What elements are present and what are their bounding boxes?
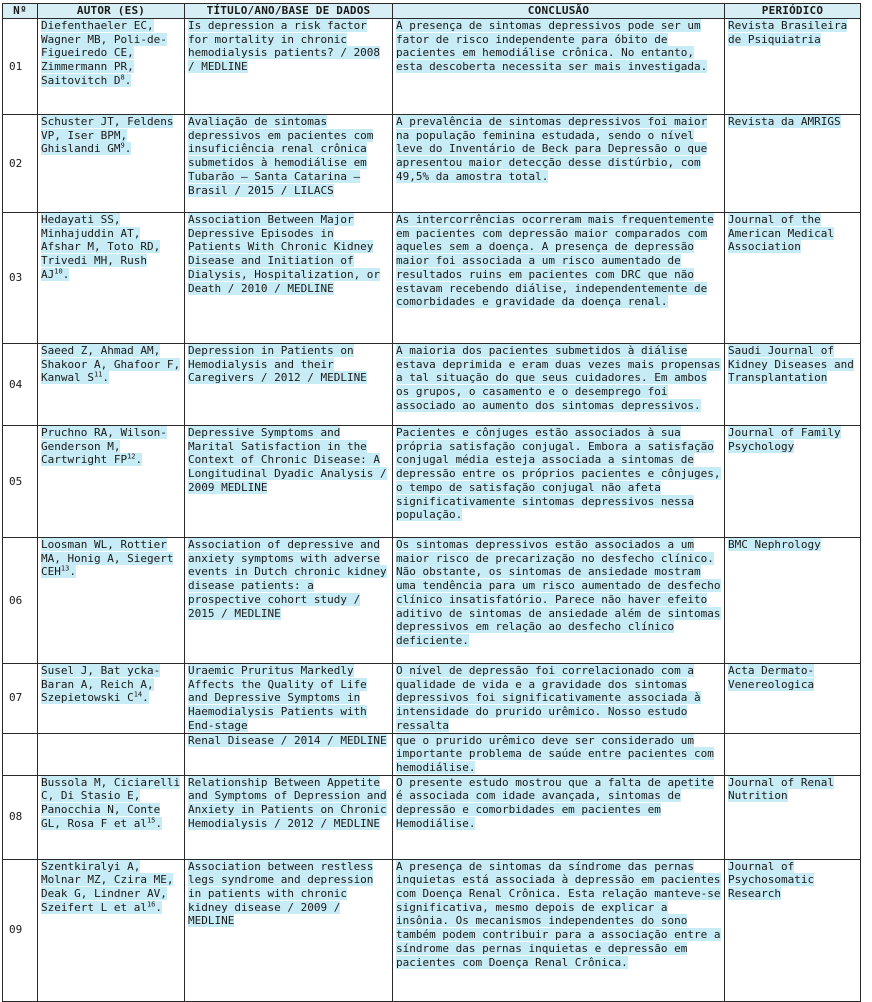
- cell-num-text: 07: [9, 691, 23, 705]
- cell-journal: [725, 859, 861, 1001]
- cell-title: [185, 859, 393, 1001]
- cell-author: [38, 775, 185, 859]
- reference-number: 14: [133, 690, 143, 699]
- cell-conclusion: [393, 733, 725, 775]
- header-journal: PERIÓDICO: [725, 4, 861, 19]
- cell-author-text: Hedayati SS, Minhajuddin AT, Afshar M, Toto RD, Trivedi MH, Rush AJ$^{10}$.: [41, 213, 161, 281]
- cell-conclusion: [393, 538, 725, 664]
- cell-author-text: Pruchno RA, Wilson-Genderson M, Cartwright FP$^{12}$.: [41, 426, 167, 467]
- cell-author: [38, 664, 185, 734]
- cell-num: [3, 344, 38, 426]
- cell-author-text: Diefenthaeler EC, Wagner MB, Poli-de-Figueiredo CE, Zimmermann PR, Saitovitch $D^8$.: [41, 19, 167, 87]
- cell-num-text: 05: [9, 474, 23, 488]
- table-row: [3, 213, 861, 344]
- cell-num-text: 03: [9, 271, 23, 285]
- cell-title-text: Renal Disease / 2014 / MEDLINE: [188, 733, 387, 747]
- cell-num: [3, 664, 38, 734]
- cell-conclusion-text: A presença de sintomas da síndrome das pernas inquietas está associada à depressão em pacientes com Doença Renal Crônica. Esta relação manteve-se significativa, mesmo depois de explicar a insônia. Os mecanismos independentes do sono também podem contribuir para a associação entre a síndrome das pernas inquietas e depressão em pacientes com Doença Renal Crônica.: [396, 859, 721, 969]
- cell-journal: [725, 664, 861, 734]
- reference-number: 11: [93, 370, 103, 379]
- cell-title: [185, 19, 393, 115]
- cell-journal: [725, 19, 861, 115]
- cell-conclusion-text: Pacientes e cônjuges estão associados à sua própria satisfação conjugal. Embora a satisfação conjugal média esteja associada a sintomas de depressão entre os próprios pacientes e cônjuges, o tempo de satisfação conjugal não afeta significativamente sintomas depressivos nessa população.: [396, 426, 721, 522]
- cell-journal-text: Journal of the American Medical Association: [728, 213, 834, 254]
- cell-conclusion: [393, 115, 725, 213]
- cell-journal: [725, 344, 861, 426]
- cell-author: [38, 19, 185, 115]
- cell-title: [185, 426, 393, 538]
- cell-author-text: Susel J, Bat ycka-Baran A, Reich A, Szepietowski $C^{14}$.: [41, 664, 161, 705]
- cell-conclusion-text: que o prurido urêmico deve ser considerado um importante problema de saúde entre pacientes com hemodiálise.: [396, 733, 714, 774]
- cell-conclusion: [393, 859, 725, 1001]
- cell-author: [38, 213, 185, 344]
- cell-conclusion: [393, 344, 725, 426]
- cell-author: [38, 344, 185, 426]
- table-row: [3, 538, 861, 664]
- reference-number: 15: [146, 816, 156, 825]
- reference-number: 13: [60, 564, 70, 573]
- reference-number: 10: [54, 267, 63, 276]
- cell-num-text: 01: [9, 59, 23, 73]
- cell-conclusion-text: A presença de sintomas depressivos pode ser um fator de risco independente para óbito de pacientes em hemodiálise crônica. No entanto, esta descoberta necessita ser mais investigada.: [396, 19, 708, 74]
- cell-author: [38, 426, 185, 538]
- table-row: [3, 115, 861, 213]
- cell-title: [185, 344, 393, 426]
- cell-conclusion-text: O nível de depressão foi correlacionado com a qualidade de vida e a gravidade dos sintomas depressivos foi significativamente associada à intensidade do prurido urêmico. Nosso estudo ressalta: [396, 664, 701, 732]
- cell-conclusion-text: O presente estudo mostrou que a falta de apetite é associada com idade avançada, sintomas de depressão e comorbidades em pacientes em Hemodiálise.: [396, 775, 714, 830]
- cell-num-text: 02: [9, 156, 23, 170]
- cell-num-text: 04: [9, 377, 23, 391]
- cell-num: [3, 115, 38, 213]
- cell-num-text: 08: [9, 810, 23, 824]
- cell-journal-text: Revista Brasileira de Psiquiatria: [728, 19, 848, 46]
- cell-num: [3, 733, 38, 775]
- cell-journal-text: Revista da AMRIGS: [728, 115, 841, 128]
- cell-journal: [725, 775, 861, 859]
- table-row: [3, 426, 861, 538]
- cell-conclusion-text: A prevalência de sintomas depressivos foi maior na população feminina estudada, sendo o nível leve do Inventário de Beck para Depressão o que apresentou maior detecção desse distúrbio, com 49,5% da amostra total.: [396, 115, 708, 183]
- studies-table: [2, 3, 861, 1002]
- cell-title-text: Relationship Between Appetite and Symptoms of Depression and Anxiety in Patients on Chronic Hemodialysis / 2012 / MEDLINE: [188, 775, 387, 830]
- cell-title: [185, 213, 393, 344]
- header-title: TÍTULO/ANO/BASE DE DADOS: [185, 4, 393, 19]
- cell-author-text: Bussola M, Ciciarelli C, Di Stasio E, Panocchia N, Conte GL, Rosa F et $al^{15}$.: [41, 775, 181, 830]
- cell-title: [185, 775, 393, 859]
- table-row: [3, 733, 861, 775]
- cell-conclusion: [393, 426, 725, 538]
- cell-author: [38, 538, 185, 664]
- cell-journal-text: BMC Nephrology: [728, 538, 821, 551]
- cell-title-text: Is depression a risk factor for mortality in chronic hemodialysis patients? / 2008 / MEDLINE: [188, 19, 381, 74]
- cell-journal: [725, 115, 861, 213]
- cell-author-text: Loosman WL, Rottier MA, Honig A, Siegert CEH$^{13}$.: [41, 538, 174, 579]
- table-row: [3, 664, 861, 734]
- cell-num: [3, 538, 38, 664]
- cell-author: [38, 859, 185, 1001]
- cell-title-text: Depressive Symptoms and Marital Satisfaction in the Context of Chronic Disease: A Longitudinal Dyadic Analysis / 2009 MEDLINE: [188, 426, 387, 494]
- cell-num: [3, 426, 38, 538]
- cell-author-text: Saeed Z, Ahmad AM, Shakoor A, Ghafoor F, Kanwal $S^{11}$.: [41, 344, 181, 385]
- table-row: [3, 775, 861, 859]
- cell-conclusion: [393, 19, 725, 115]
- cell-conclusion-text: Os sintomas depressivos estão associados a um maior risco de precarização no desfecho clínico. Não obstante, os sintomas de ansiedade mostram uma tendência para um risco aumentado de desfecho clínico insatisfatório. Parece não haver efeito aditivo de sintomas de ansiedade além de sintomas depressivos em relação ao desfecho clínico deficiente.: [396, 538, 721, 647]
- cell-num: [3, 859, 38, 1001]
- cell-title: [185, 538, 393, 664]
- cell-title: [185, 733, 393, 775]
- header-row: [3, 4, 861, 19]
- cell-num: [3, 19, 38, 115]
- cell-journal: [725, 538, 861, 664]
- table-row: [3, 19, 861, 115]
- cell-num: [3, 213, 38, 344]
- table-row: [3, 344, 861, 426]
- cell-journal-text: Saudi Journal of Kidney Diseases and Transplantation: [728, 344, 854, 385]
- cell-journal: [725, 426, 861, 538]
- cell-journal-text: Journal of Renal Nutrition: [728, 775, 834, 803]
- cell-title-text: Depression in Patients on Hemodialysis and their Caregivers / 2012 / MEDLINE: [188, 344, 367, 385]
- cell-title: [185, 115, 393, 213]
- reference-number: 16: [146, 900, 156, 909]
- cell-conclusion-text: As intercorrências ocorreram mais frequentemente em pacientes com depressão maior comparados com aqueles sem a doença. A presença de depressão maior foi associada a um risco aumentado de resultados ruins em pacientes com DRC que não estavam recebendo diálise, independentemente de comorbidades e gravidade da doença renal.: [396, 213, 714, 309]
- cell-title-text: Association between restless legs syndrome and depression in patients with chronic kidney disease / 2009 / MEDLINE: [188, 859, 374, 928]
- cell-num-text: 09: [9, 923, 23, 937]
- cell-conclusion: [393, 775, 725, 859]
- cell-author: [38, 115, 185, 213]
- cell-journal: [725, 733, 861, 775]
- cell-conclusion-text: A maioria dos pacientes submetidos à diálise estava deprimida e eram duas vezes mais propensas a tal situação do que seus cuidadores. Em ambos os grupos, o casamento e o desemprego foi associado ao aumento dos sintomas depressivos.: [396, 344, 721, 412]
- cell-title-text: Avaliação de sintomas depressivos em pacientes com insuficiência renal crônica submetidos à hemodiálise em Tubarão – Santa Catarina – Brasil / 2015 / LILACS: [188, 115, 374, 197]
- reference-number: 8: [120, 73, 125, 82]
- cell-conclusion: [393, 664, 725, 734]
- cell-title: [185, 664, 393, 734]
- cell-journal: [725, 213, 861, 344]
- cell-title-text: Association of depressive and anxiety symptoms with adverse events in Dutch chronic kidney disease patients: a prospective cohort study / 2015 / MEDLINE: [188, 538, 387, 620]
- cell-num-text: 06: [9, 593, 23, 607]
- table-row: [3, 859, 861, 1001]
- cell-title-text: Association Between Major Depressive Episodes in Patients With Chronic Kidney Disease and Initiation of Dialysis, Hospitalization, or Death / 2010 / MEDLINE: [188, 213, 381, 295]
- header-conclusion: CONCLUSÃO: [393, 4, 725, 19]
- cell-journal-text: Acta Dermato-Venereologica: [728, 664, 815, 691]
- reference-number: 12: [127, 452, 136, 461]
- header-num: Nº: [3, 4, 38, 19]
- cell-title-text: Uraemic Pruritus Markedly Affects the Quality of Life and Depressive Symptoms in Haemodialysis Patients with End-stage: [188, 664, 367, 732]
- cell-author-text: Szentkiralyi A, Molnar MZ, Czira ME, Deak G, Lindner AV, Szeifert L et $al^{16}$.: [41, 859, 174, 914]
- cell-conclusion: [393, 213, 725, 344]
- reference-number: 9: [120, 141, 125, 150]
- cell-journal-text: Journal of Psychosomatic Research: [728, 859, 815, 901]
- cell-num: [3, 775, 38, 859]
- cell-author-text: Schuster JT, Feldens VP, Iser BPM, Ghislandi $GM^9$.: [41, 115, 174, 156]
- cell-journal-text: Journal of Family Psychology: [728, 426, 841, 453]
- cell-author: [38, 733, 185, 775]
- header-author: AUTOR (ES): [38, 4, 185, 19]
